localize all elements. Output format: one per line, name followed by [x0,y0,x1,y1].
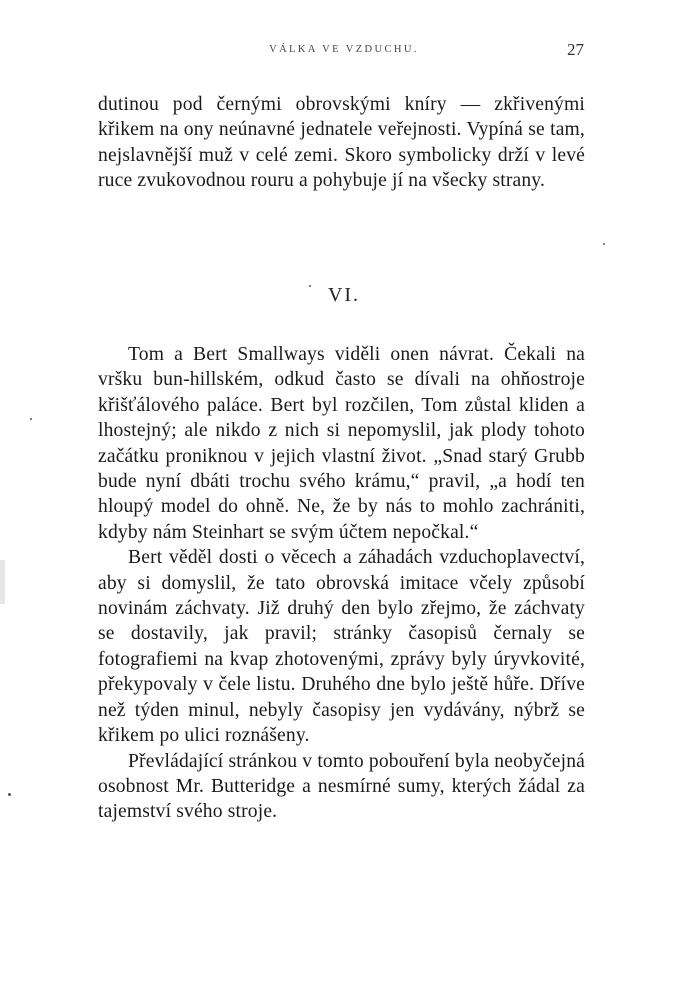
continued-paragraph: dutinou pod černými obrovskými kníry — zkřivenými křikem na ony neúnavné jednatele veřejnosti. Vypíná se tam, nejslavnější muž v celé zemi. Skoro symbolicky drží v levé ruce zvukovodnou rouru a pohybuje jí na všecky strany. [98,94,585,192]
paragraph-3: Převládající stránkou v tomto pobouření byla neobyčejná osobnost Mr. Butteridge a nesmírné sumy, kterých žádal za tajemství svého stroje. [98,750,585,823]
paragraph-1: Tom a Bert Smallways viděli onen návrat. Čekali na vršku bun-hillském, odkud často se dívali na ohňostroje křišťálového paláce. Bert byl rozčilen, Tom zůstal kliden a lhostejný; ale nikdo z nich si nepomyslil, jak plody tohoto začátku proniknou v jejich vlastní život. „Snad starý Grubb bude nyní dbáti trochu svého krámu,“ pravil, „a hodí ten hloupý model do ohně. Ne, že by nás to mohlo zachrániti, kdyby nám Steinhart se svým účtem nepočkal.“ [98,344,585,543]
scan-edge-mark [0,560,5,604]
continued-paragraph-block [98,92,585,194]
paper-speck [30,418,32,420]
chapter-heading: VI. [327,284,361,306]
running-head [0,40,688,60]
page-number: 27 [567,40,584,59]
paper-speck [603,243,605,245]
running-title: VÁLKA VE VZDUCHU. [269,44,419,55]
chapter-body [98,342,585,825]
paper-speck [309,285,311,287]
paper-speck [8,793,11,796]
paragraph-2: Bert věděl dosti o věcech a záhadách vzduchoplavectví, aby si domyslil, že tato obrovská imitace včely způsobí novinám záchvaty. Již druhý den bylo zřejmo, že záchvaty se dostavily, jak pravil; stránky časopisů černaly se fotografiemi na kvap zhotovenými, zprávy byly úryvkovité, překypovaly v čele listu. Druhého dne bylo ještě hůře. Dříve než týden minul, nebyly časopisy jen vydávány, nýbrž se křikem po ulici roznášeny. [98,547,585,747]
